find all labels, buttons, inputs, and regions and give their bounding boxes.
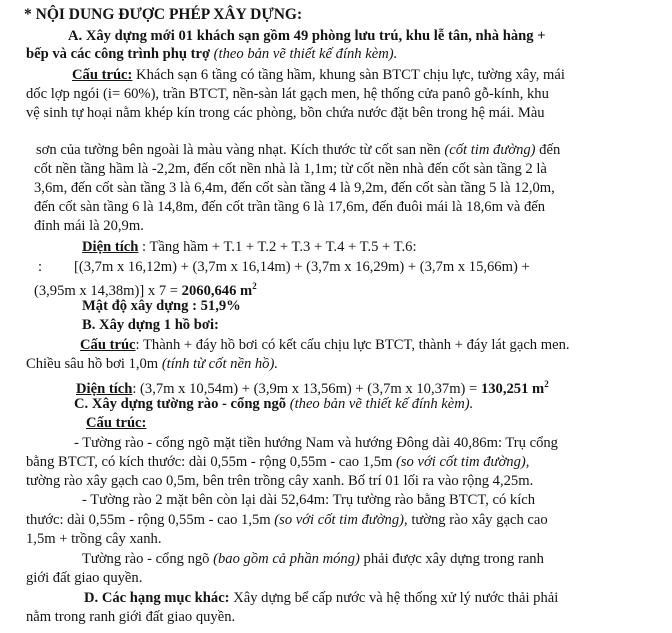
d-line: nằm trong ranh giới đất giao quyền. — [26, 609, 236, 625]
a-structure-line: đến cốt sàn tầng 6 là 14,8m, đến cốt trần tầng 6 là 17,6m, đến đuôi mái là 18,6m và đến — [34, 199, 546, 215]
section-a-area: Diện tích : Tầng hầm + T.1 + T.2 + T.3 + T.4 + T.5 + T.6: — [82, 239, 417, 255]
section-heading — [24, 6, 302, 24]
a-structure-line: cốt nền tầng hầm là -2,2m, đến cốt nền nhà là 1,1m; từ cốt nền nhà đến cốt sàn tầng 2 là — [34, 161, 547, 177]
heading-text: * NỘI DUNG ĐƯỢC PHÉP XÂY DỰNG: — [24, 6, 303, 23]
a-area-label: Diện tích — [82, 239, 139, 255]
c-line: bằng BTCT, có kích thước: dài 0,55m - rộng 0,55m - cao 1,5m (so với cốt tim đường), — [26, 454, 530, 470]
a-structure-label: Cấu trúc: — [72, 67, 133, 83]
a-structure-line: sơn của tường bên ngoài là màu vàng nhạt. Kích thước từ cốt san nền (cốt tim đường) đến — [36, 142, 561, 158]
c-line: thước: dài 0,55m - rộng 0,55m - cao 1,5m (so với cốt tim đường), tường rào xây gạch cao — [26, 512, 548, 528]
c-line: - Tường rào - cổng ngõ mặt tiền hướng Nam và hướng Đông dài 40,86m: Trụ cổng — [74, 435, 558, 451]
section-b-area: Diện tích: (3,7m x 10,54m) + (3,9m x 13,56m) + (3,7m x 10,37m) = 130,251 $m^2$ — [76, 379, 549, 397]
a-density: Mật độ xây dựng : 51,9% — [82, 298, 241, 314]
c-line: - Tường rào 2 mặt bên còn lại dài 52,64m: Trụ tường rào bằng BTCT, có kích — [82, 492, 536, 508]
section-c-title: C. Xây dựng tường rào - cổng ngõ (theo bản vẽ thiết kế đính kèm). — [74, 396, 474, 412]
d-title: D. Các hạng mục khác: — [84, 590, 230, 606]
c-line: tường rào xây gạch cao 0,5m, bên trên trồng cây xanh. Bố trí 01 lối ra vào rộng 4,25m. — [26, 473, 534, 489]
b-area-label: Diện tích — [76, 380, 133, 397]
c-structure-label: Cấu trúc: — [86, 415, 147, 431]
a-structure-line: vệ sinh tự hoại nằm khép kín trong các phòng, bồn chứa nước đặt bên trong hệ mái. Màu — [26, 105, 545, 121]
section-b-title: B. Xây dựng 1 hồ bơi: — [82, 317, 219, 333]
b-structure-line: Chiều sâu hồ bơi 1,0m (tính từ cốt nền hồ). — [26, 356, 278, 372]
b-area-value: 130,251 m — [480, 380, 545, 397]
a-structure-line: 3,6m, đến cốt sàn tầng 3 là 6,4m, đến cốt sàn tầng 4 là 9,2m, đến cốt sàn tầng 5 là 12,0m, — [34, 180, 555, 196]
section-b-structure: Cấu trúc: Thành + đáy hồ bơi có kết cấu chịu lực BTCT, thành + đáy lát gạch men. — [80, 337, 570, 353]
section-a-title-cont: bếp và các công trình phụ trợ (theo bản vẽ thiết kế đính kèm). — [26, 46, 398, 62]
c-line: Tường rào - cổng ngõ (bao gồm cả phần móng) phải được xây dựng trong ranh — [82, 551, 544, 567]
c-line: giới đất giao quyền. — [26, 570, 143, 586]
a-structure-line: đỉnh mái là 20,9m. — [34, 218, 144, 234]
a-area-value: 2060,646 m — [181, 282, 253, 299]
section-d: D. Các hạng mục khác: Xây dựng bể cấp nước và hệ thống xử lý nước thải phải — [84, 590, 559, 606]
a-structure-line: dốc lợp ngói (i= 60%), trần BTCT, nền-sàn lát gạch men, hệ thống cửa panô gỗ-kính, khu — [26, 86, 549, 102]
section-a-title: A. Xây dựng mới 01 khách sạn gồm 49 phòng lưu trú, khu lễ tân, nhà hàng + — [68, 28, 546, 44]
section-a-structure: Cấu trúc: Khách sạn 6 tầng có tầng hầm, khung sàn BTCT chịu lực, tường xây, mái — [72, 67, 565, 83]
b-structure-label: Cấu trúc — [80, 337, 136, 353]
a-area-total: (3,95m x 14,38m)] x 7 = 2060,646 $m^2$ — [34, 281, 257, 299]
a-area-formula: [(3,7m x 16,12m) + (3,7m x 16,14m) + (3,7m x 16,29m) + (3,7m x 15,66m) + — [74, 259, 530, 275]
a-area-marker: : — [38, 259, 43, 275]
c-line: 1,5m + trồng cây xanh. — [26, 531, 162, 547]
